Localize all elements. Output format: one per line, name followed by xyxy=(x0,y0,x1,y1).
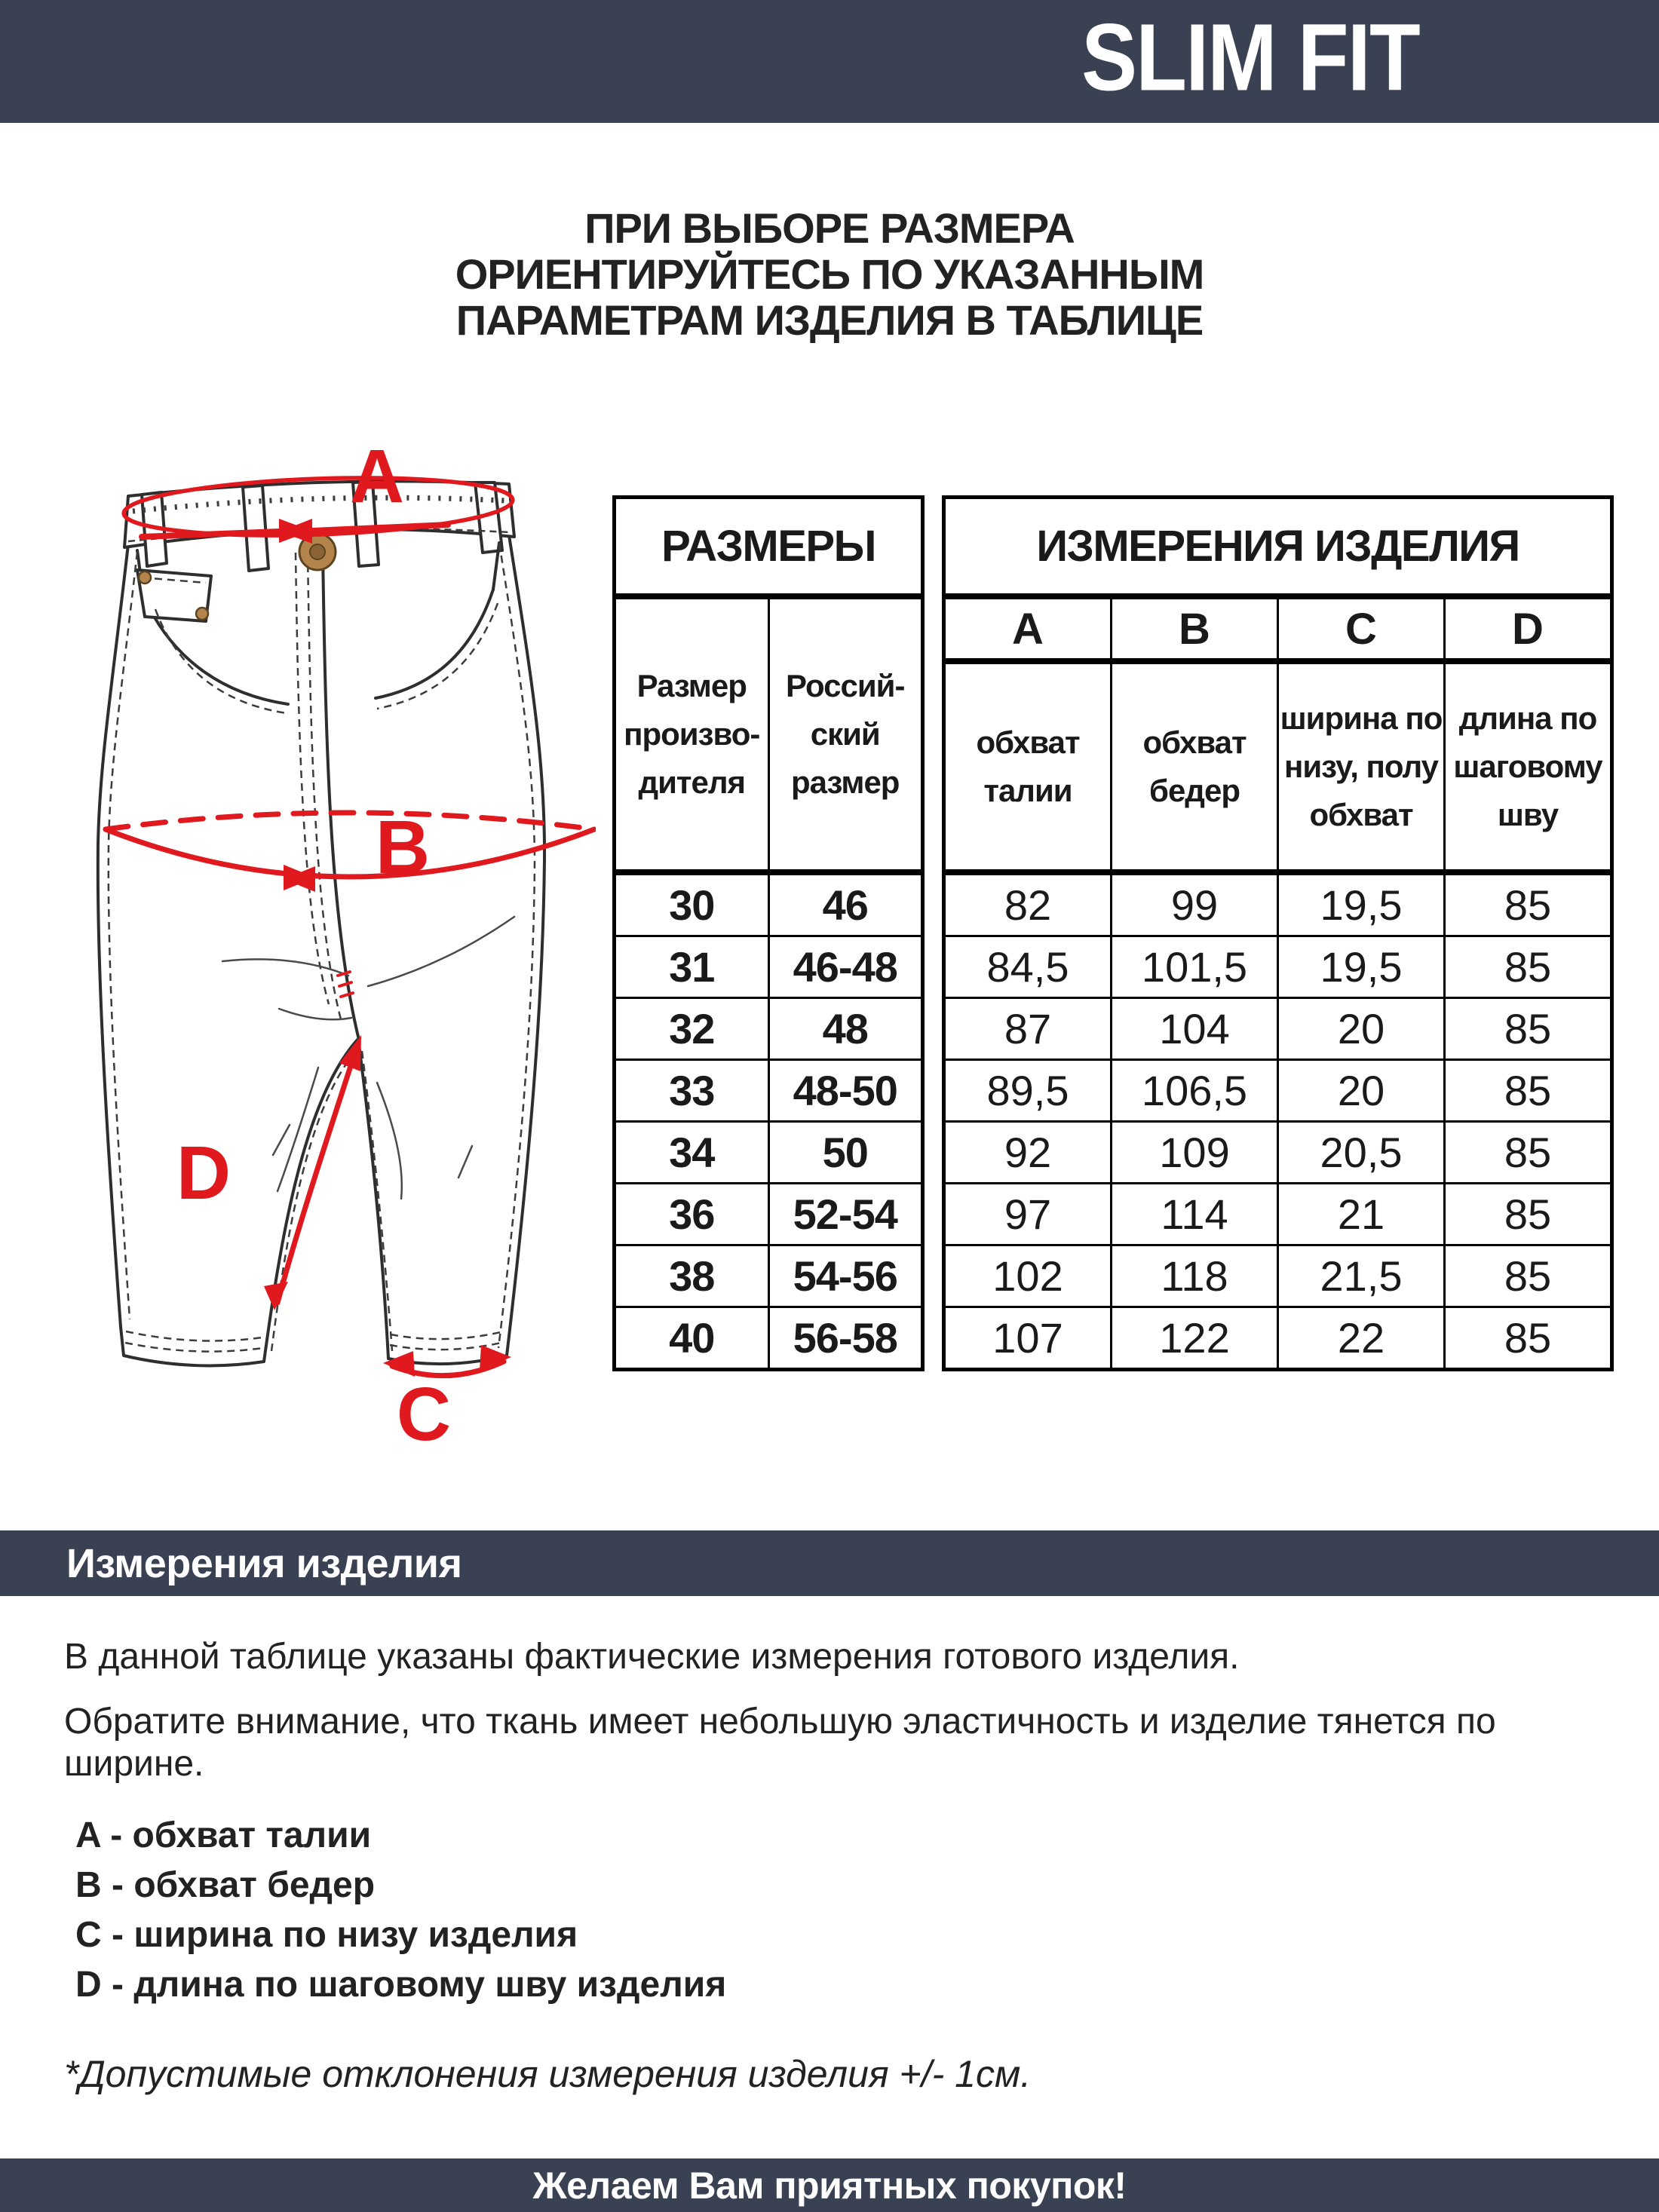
colname-line: Россий- xyxy=(786,668,905,703)
waist-cell: 107 xyxy=(992,1314,1063,1362)
waist-cell: 102 xyxy=(992,1252,1063,1300)
col-hips xyxy=(1110,664,1277,869)
sizes-table xyxy=(612,495,925,1371)
section-title: Измерения изделия xyxy=(66,1540,462,1586)
table-row xyxy=(616,1244,921,1306)
hips-cell: 99 xyxy=(1110,875,1277,935)
inseam-cell: 85 xyxy=(1443,1184,1610,1244)
letter-c: C xyxy=(1277,599,1443,658)
tolerance-footnote: *Допустимые отклонения измерения изделия +/- 1см. xyxy=(64,2053,1032,2095)
legend-item-c: C - ширина по низу изделия xyxy=(75,1915,578,1955)
diagram-label-a: A xyxy=(349,437,405,519)
intro-heading xyxy=(0,205,1659,343)
intro-line-3: ПАРАМЕТРАМ ИЗДЕЛИЯ В ТАБЛИЦЕ xyxy=(455,296,1204,344)
inseam-cell: 85 xyxy=(1443,1246,1610,1306)
hem-stitch-left xyxy=(125,1331,263,1352)
letter-d: D xyxy=(1443,599,1610,658)
sizes-table-colnames xyxy=(616,599,921,875)
waist-cell: 84,5 xyxy=(986,943,1069,991)
russian-size-cell: 46 xyxy=(768,875,921,935)
measurement-legend xyxy=(75,1811,726,2010)
maker-size-cell: 36 xyxy=(669,1190,715,1238)
jeans-diagram xyxy=(53,437,596,1478)
table-row xyxy=(616,997,921,1059)
hips-cell: 114 xyxy=(1110,1184,1277,1244)
table-row xyxy=(946,1059,1610,1120)
hips-cell: 106,5 xyxy=(1110,1061,1277,1120)
colname-line: шаговому xyxy=(1453,749,1602,784)
arrowhead xyxy=(264,1282,288,1310)
measure-d-line xyxy=(278,1045,357,1303)
colname-line: бедер xyxy=(1149,773,1240,808)
hips-cell: 101,5 xyxy=(1110,937,1277,997)
colname-line: ширина по xyxy=(1280,700,1443,736)
russian-size-cell: 48 xyxy=(768,999,921,1059)
header-bar xyxy=(0,0,1659,123)
fit-title: SLIM FIT xyxy=(1081,4,1419,111)
measurements-table-title: ИЗМЕРЕНИЯ ИЗДЕЛИЯ xyxy=(946,499,1610,599)
colname-line: обхват xyxy=(1309,797,1413,832)
description-paragraph-1: В данной таблице указаны фактические измерения готового изделия. xyxy=(64,1637,1240,1677)
diagram-label-b: B xyxy=(375,805,431,890)
inseam-cell: 85 xyxy=(1443,1061,1610,1120)
description-paragraph-2: Обратите внимание, что ткань имеет небольшую эластичность и изделие тянется по ширине. xyxy=(64,1702,1496,1784)
inseam-cell: 85 xyxy=(1443,1308,1610,1368)
hem-stitch-right xyxy=(390,1331,504,1350)
hips-cell: 118 xyxy=(1110,1246,1277,1306)
table-row xyxy=(616,1120,921,1182)
table-row xyxy=(616,875,921,935)
waist-cell: 82 xyxy=(1004,881,1052,929)
waist-cell: 97 xyxy=(1004,1190,1052,1238)
inseam-cell: 85 xyxy=(1443,999,1610,1059)
colname-line: длина по xyxy=(1458,700,1597,736)
legend-item-a: A - обхват талии xyxy=(75,1815,372,1855)
table-row xyxy=(616,1059,921,1120)
colname-line: ский xyxy=(810,716,880,752)
maker-size-cell: 38 xyxy=(669,1252,715,1300)
hips-cell: 122 xyxy=(1110,1308,1277,1368)
inseam-cell: 85 xyxy=(1443,1123,1610,1182)
maker-size-cell: 30 xyxy=(669,881,715,929)
waist-cell: 89,5 xyxy=(986,1067,1069,1114)
table-row xyxy=(946,935,1610,997)
hips-cell: 109 xyxy=(1110,1123,1277,1182)
legend-item-b: B - обхват бедер xyxy=(75,1865,376,1905)
hem-cell: 20 xyxy=(1277,1061,1443,1120)
maker-size-cell: 32 xyxy=(669,1005,715,1052)
inseam-cell: 85 xyxy=(1443,875,1610,935)
hem-cell: 21 xyxy=(1277,1184,1443,1244)
diagram-label-c: C xyxy=(396,1372,452,1457)
measurements-colnames xyxy=(946,664,1610,875)
size-tables xyxy=(612,495,1615,1371)
table-row xyxy=(946,1182,1610,1244)
colname-line: размер xyxy=(791,764,900,800)
letter-a: A xyxy=(1012,604,1044,654)
col-waist xyxy=(946,664,1110,869)
colname-line: Размер xyxy=(636,668,747,703)
maker-size-cell: 34 xyxy=(669,1129,715,1176)
hem-cell: 19,5 xyxy=(1277,937,1443,997)
measurements-rows xyxy=(946,875,1610,1368)
col-maker-size xyxy=(616,599,768,869)
inseam-stitch-left xyxy=(271,1049,357,1351)
sizes-table-rows xyxy=(616,875,921,1368)
hem-cell: 20 xyxy=(1277,999,1443,1059)
table-row xyxy=(616,1182,921,1244)
footer-bar xyxy=(0,2158,1659,2212)
russian-size-cell: 50 xyxy=(768,1123,921,1182)
maker-size-cell: 31 xyxy=(669,943,715,991)
footer-message: Желаем Вам приятных покупок! xyxy=(532,2164,1127,2207)
table-row xyxy=(946,1244,1610,1306)
col-inseam xyxy=(1443,664,1610,869)
maker-size-cell: 33 xyxy=(669,1067,715,1114)
letter-b: B xyxy=(1110,599,1277,658)
belt-loop xyxy=(243,486,268,571)
table-row xyxy=(616,1306,921,1368)
russian-size-cell: 56-58 xyxy=(768,1308,921,1368)
intro-line-2: ОРИЕНТИРУЙТЕСЬ ПО УКАЗАННЫМ xyxy=(455,250,1204,298)
section-header-bar xyxy=(0,1530,1659,1596)
hem-cell: 19,5 xyxy=(1277,875,1443,935)
rivet xyxy=(196,608,208,620)
measure-b-dashed xyxy=(106,813,594,829)
pocket-stitch-left xyxy=(155,609,287,713)
table-row xyxy=(946,1120,1610,1182)
table-row xyxy=(946,875,1610,935)
col-russian-size xyxy=(768,599,921,869)
hips-cell: 104 xyxy=(1110,999,1277,1059)
col-hem-width xyxy=(1277,664,1443,869)
russian-size-cell: 46-48 xyxy=(768,937,921,997)
front-pocket-right xyxy=(376,590,493,698)
intro-line-1: ПРИ ВЫБОРЕ РАЗМЕРА xyxy=(584,204,1075,252)
maker-size-cell: 40 xyxy=(669,1314,715,1362)
description-text xyxy=(64,1636,1497,1808)
measurements-table xyxy=(942,495,1614,1371)
colname-line: произво- xyxy=(624,716,760,752)
measurements-letters-row xyxy=(946,599,1610,664)
colname-line: обхват xyxy=(976,725,1080,760)
measure-b-solid xyxy=(106,829,594,877)
russian-size-cell: 52-54 xyxy=(768,1184,921,1244)
hem-cell: 22 xyxy=(1277,1308,1443,1368)
russian-size-cell: 54-56 xyxy=(768,1246,921,1306)
hem-cell: 21,5 xyxy=(1277,1246,1443,1306)
waist-cell: 92 xyxy=(1004,1129,1052,1176)
colname-line: талии xyxy=(983,773,1072,808)
colname-line: низу, полу xyxy=(1283,749,1439,784)
jeans-silhouette xyxy=(98,535,544,1365)
legend-item-d: D - длина по шаговому шву изделия xyxy=(75,1965,727,2005)
sizes-table-title: РАЗМЕРЫ xyxy=(616,499,921,599)
inseam-cell: 85 xyxy=(1443,937,1610,997)
table-row xyxy=(946,997,1610,1059)
jeans-drawing xyxy=(53,437,596,1478)
wrinkle xyxy=(377,1083,402,1199)
wrinkle xyxy=(368,917,514,986)
russian-size-cell: 48-50 xyxy=(768,1061,921,1120)
colname-line: обхват xyxy=(1142,725,1247,760)
waist-cell: 87 xyxy=(1004,1005,1052,1052)
colname-line: шву xyxy=(1497,797,1559,832)
table-row xyxy=(946,1306,1610,1368)
diagram-label-d: D xyxy=(176,1131,232,1215)
hem-cell: 20,5 xyxy=(1277,1123,1443,1182)
fly-seam xyxy=(323,550,358,1037)
fly-stitch xyxy=(296,552,341,1019)
rivet xyxy=(139,571,151,584)
table-row xyxy=(616,935,921,997)
colname-line: дителя xyxy=(638,764,746,800)
arrowhead xyxy=(339,1035,361,1071)
